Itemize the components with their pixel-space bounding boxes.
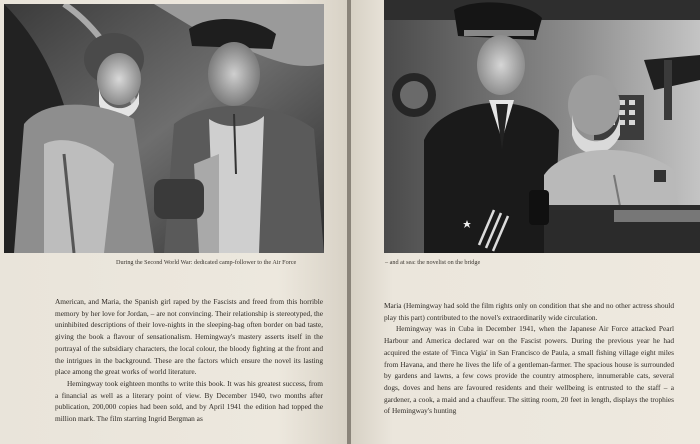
caption-right: – and at sea: the novelist on the bridge xyxy=(385,259,481,266)
left-paragraph-2: Hemingway took eighteen months to write this book. It was his greatest success, from a financial as well as a literary point of view. By December 1940, two months after publication, 200,000 copies had been sold, and by April 1941 the edition had topped the million mark. The film starring Ingrid Bergman as xyxy=(55,378,323,424)
right-paragraph-2: Hemingway was in Cuba in December 1941, when the Japanese Air Force attacked Pearl Harbour and America declared war on the Fascist powers. During the previous year he had acquired the estate of 'Finca Vigia' in San Francisco de Paula, a small fishing village eight miles from Havana, and there he lives the life of a gentleman-farmer. The spacious house is surrounded by gardens and lawns, a few cows provide the country atmosphere, innumerable cats, several dogs, doves and hens are favoured residents and their wellbeing is entrusted to the staff – a gardener, a cook, a maid and a chauffeur. The sitting room, 20 feet in length, displays the trophies of Hemingway's hunting xyxy=(384,324,674,416)
right-text-column xyxy=(384,300,674,417)
photo-bridge xyxy=(384,0,700,253)
photo-air-force xyxy=(4,4,324,253)
caption-left: During the Second World War: dedicated camp-follower to the Air Force xyxy=(116,259,297,266)
left-text-column xyxy=(55,296,323,425)
right-page xyxy=(351,0,700,444)
right-paragraph-1: Maria (Hemingway had sold the film rights only on condition that she and no other actress should play this part) contributed to the novel's extraordinarily wide circulation. xyxy=(384,301,674,322)
photo-air-force-image xyxy=(4,4,324,253)
photo-bridge-image xyxy=(384,0,700,253)
left-page xyxy=(0,0,347,444)
left-paragraph-1: American, and Maria, the Spanish girl raped by the Fascists and freed from this horrible memory by her love for Jordan, – are not convincing. Their relationship is stereotyped, the uninhibited descriptions of their love-nights in the sleeping-bag often border on bad taste, giving the book a flavour of sensationalism. Hemingway's mastery asserts itself in the portrayal of the subsidiary characters, the local colour, the bloody fighting at the front and the intrigues in the background. These are the factors which ensure the novel its lasting place among the great works of world literature. xyxy=(55,297,323,377)
